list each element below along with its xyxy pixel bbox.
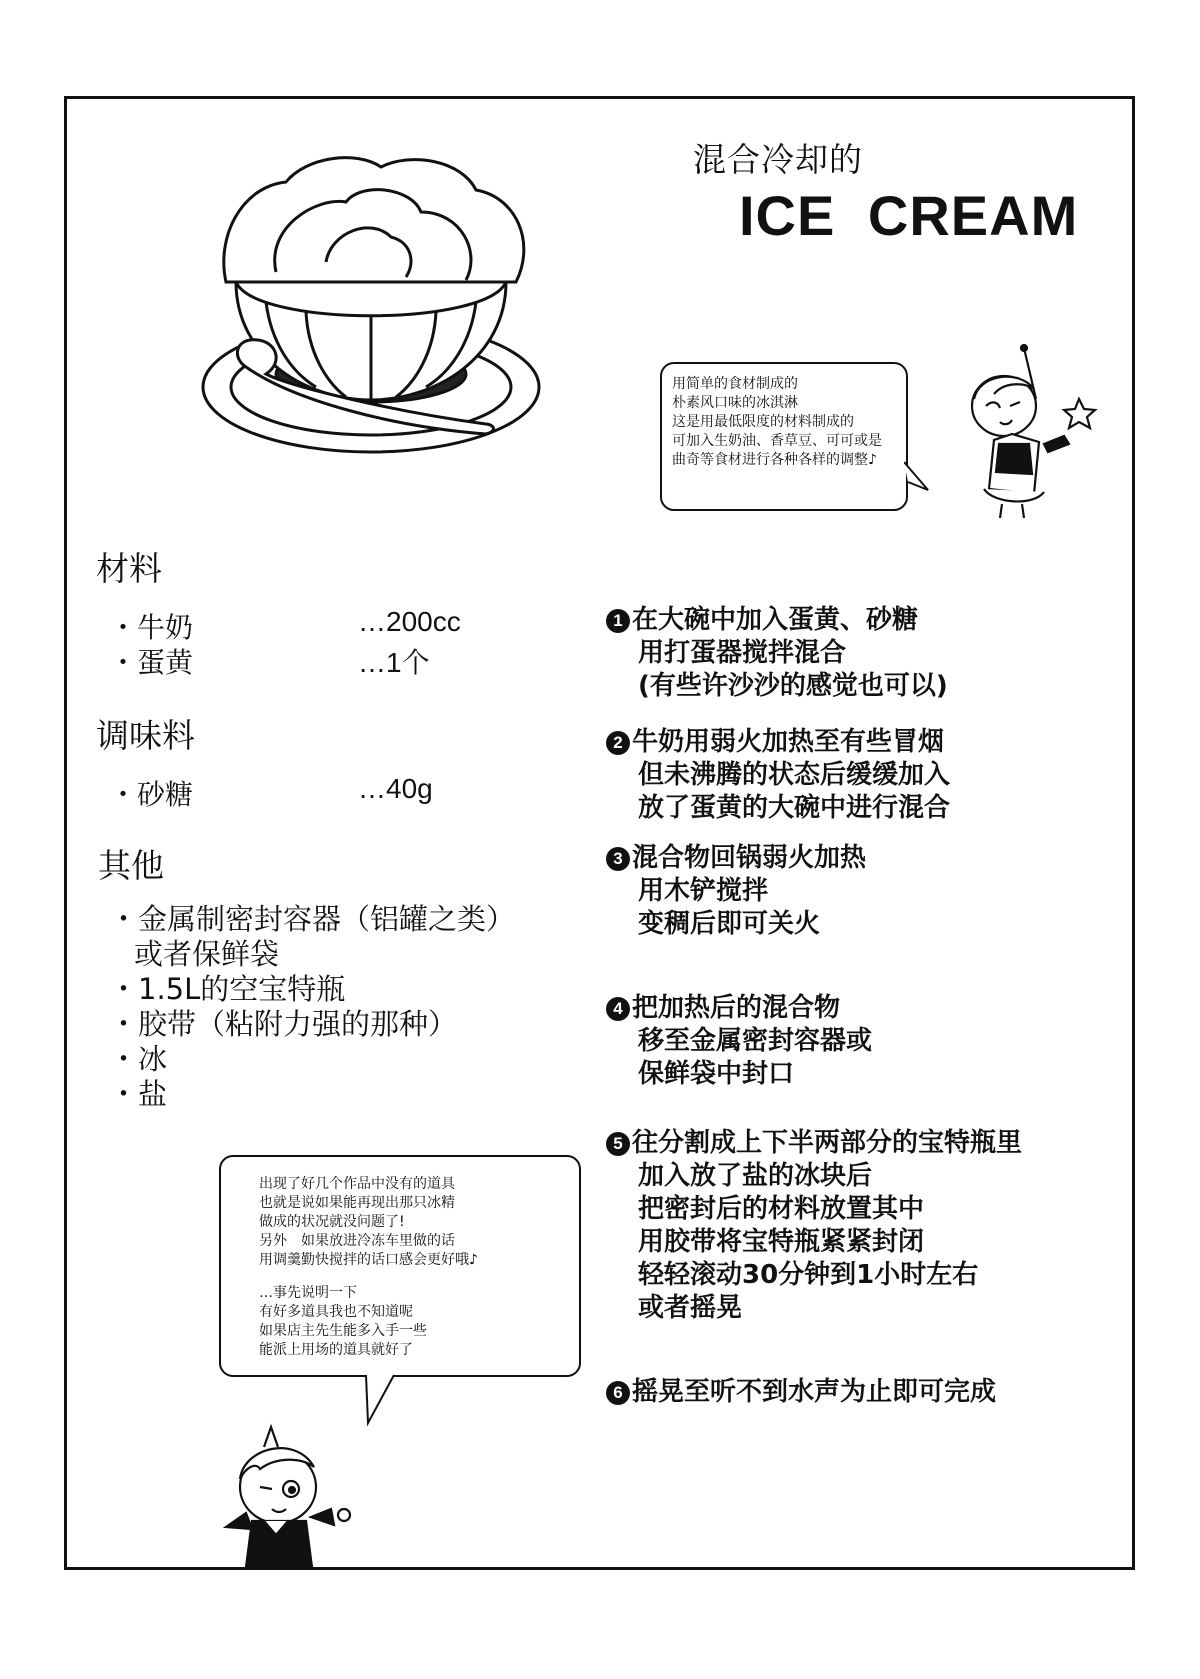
bubble-line: 也就是说如果能再现出那只冰精 <box>259 1195 455 1211</box>
step-number-badge: 2 <box>606 731 630 755</box>
recipe-title: ICE CREAM <box>739 184 1079 247</box>
step-line: 往分割成上下半两部分的宝特瓶里 <box>632 1128 1023 1158</box>
bubble-line: 另外 如果放进冷冻车里做的话 <box>259 1233 455 1249</box>
step-line: 或者摇晃 <box>638 1293 743 1323</box>
step-line: 但未沸腾的状态后缓缓加入 <box>638 760 951 790</box>
step-4 <box>606 992 872 1091</box>
step-line: 保鲜袋中封口 <box>638 1059 795 1089</box>
step-line: 轻轻滚动30分钟到1小时左右 <box>638 1260 979 1290</box>
ingredient-quantity: …200cc <box>358 606 461 637</box>
ingredient-row <box>109 606 461 646</box>
bubble-line: 曲奇等食材进行各种各样的调整♪ <box>672 452 877 468</box>
bubble-line: 这是用最低限度的材料制成的 <box>672 414 854 430</box>
step-line: 移至金属密封容器或 <box>638 1026 873 1056</box>
step-2 <box>606 726 950 825</box>
step-6 <box>606 1376 996 1409</box>
other-item: ・金属制密封容器（铝罐之类） <box>109 902 516 936</box>
step-line: 用木铲搅拌 <box>638 876 769 906</box>
chibi-character-winking <box>216 1417 366 1567</box>
seasoning-heading: 调味料 <box>96 716 195 755</box>
other-item: ・冰 <box>109 1042 168 1076</box>
ingredient-name: ・蛋黄 <box>109 646 194 679</box>
recipe-subtitle: 混合冷却的 <box>693 140 863 179</box>
step-5 <box>606 1127 1022 1325</box>
bubble-line: 用调羹勤快搅拌的话口感会更好哦♪ <box>259 1252 478 1268</box>
step-line: 把加热后的混合物 <box>632 993 841 1023</box>
speech-bubble-tail <box>364 1373 400 1427</box>
step-line: 混合物回锅弱火加热 <box>632 843 867 873</box>
bubble-line: 用简单的食材制成的 <box>672 376 798 392</box>
step-line: 用胶带将宝特瓶紧紧封闭 <box>638 1227 925 1257</box>
step-line: 牛奶用弱火加热至有些冒烟 <box>632 727 945 757</box>
bubble-line: 出现了好几个作品中没有的道具 <box>259 1176 455 1192</box>
step-line: 在大碗中加入蛋黄、砂糖 <box>632 605 919 635</box>
other-items-list <box>109 902 515 1112</box>
step-number-badge: 5 <box>606 1132 630 1156</box>
step-line: 加入放了盐的冰块后 <box>638 1161 873 1191</box>
ingredient-row <box>109 641 430 681</box>
seasoning-quantity: …40g <box>358 773 433 804</box>
bubble-line: 做成的状况就没问题了! <box>259 1214 405 1230</box>
ice-cream-bowl-illustration <box>196 142 556 462</box>
step-number-badge: 6 <box>606 1381 630 1405</box>
bubble-line: 有好多道具我也不知道呢 <box>259 1304 413 1320</box>
seasoning-name: ・砂糖 <box>109 778 194 811</box>
step-3 <box>606 842 866 941</box>
speech-bubble-tail <box>904 460 934 496</box>
bubble-line: 能派上用场的道具就好了 <box>259 1342 413 1358</box>
seasoning-row <box>109 773 433 813</box>
speech-bubble-intro <box>660 362 908 511</box>
other-item: ・1.5L的空宝特瓶 <box>109 972 346 1006</box>
bubble-line: 如果店主先生能多入手一些 <box>259 1323 427 1339</box>
bubble-line: …事先说明一下 <box>259 1285 357 1301</box>
step-1 <box>606 604 948 703</box>
speech-bubble-notes <box>219 1155 581 1377</box>
ingredients-heading: 材料 <box>96 549 162 588</box>
step-number-badge: 1 <box>606 609 630 633</box>
step-line: 把密封后的材料放置其中 <box>638 1194 925 1224</box>
step-line: 变稠后即可关火 <box>638 909 821 939</box>
bubble-spacer <box>259 1270 569 1284</box>
step-line: (有些许沙沙的感觉也可以) <box>638 671 948 701</box>
ingredient-quantity: …1个 <box>358 647 430 678</box>
other-heading: 其他 <box>98 846 164 885</box>
bubble-line: 可加入生奶油、香草豆、可可或是 <box>672 433 882 449</box>
other-item: ・盐 <box>109 1077 168 1111</box>
ingredient-name: ・牛奶 <box>109 611 194 644</box>
step-line: 用打蛋器搅拌混合 <box>638 638 847 668</box>
other-item-continuation: 或者保鲜袋 <box>134 937 280 971</box>
other-item: ・胶带（粘附力强的那种） <box>109 1007 458 1041</box>
step-line: 放了蛋黄的大碗中进行混合 <box>638 793 951 823</box>
step-number-badge: 3 <box>606 847 630 871</box>
step-line: 摇晃至听不到水声为止即可完成 <box>632 1377 997 1407</box>
step-number-badge: 4 <box>606 997 630 1021</box>
chibi-character-pointing <box>964 344 1114 519</box>
bubble-line: 朴素风口味的冰淇淋 <box>672 395 798 411</box>
